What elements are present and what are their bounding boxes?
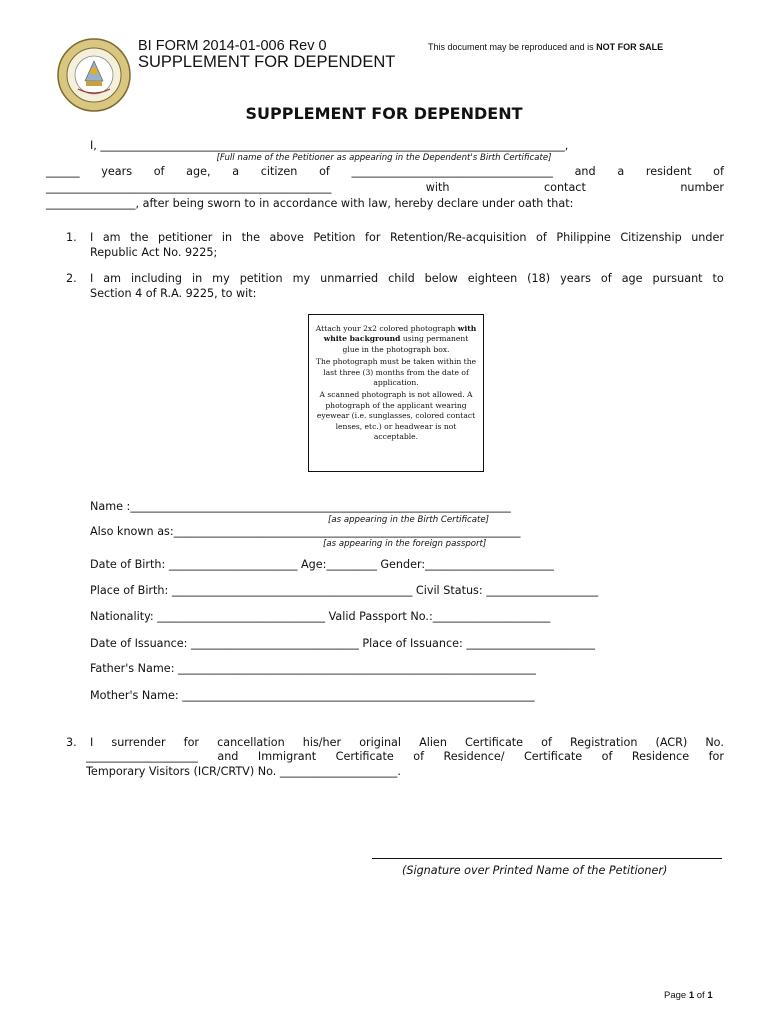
item-2-number: 2.	[66, 272, 77, 285]
photo-attachment-box[interactable]	[308, 314, 484, 472]
father-name-field[interactable]: Father's Name: ________________________________________________________________	[90, 662, 537, 675]
age-citizen-line: ______ years of age, a citizen of ____________________________________ and a resident of	[46, 165, 724, 178]
oath-line: ________________, after being sworn to in accordance with law, hereby declare under oath that:	[46, 197, 574, 210]
item-3-line-2: ____________________ and Immigrant Certificate of Residence/ Certificate of Residence for	[86, 750, 724, 763]
not-for-sale-text: NOT FOR SALE	[596, 42, 664, 52]
page-number: Page 1 of 1	[664, 990, 713, 1001]
item-1-number: 1.	[66, 231, 77, 244]
item-2-line-2: Section 4 of R.A. 9225, to wit:	[90, 287, 257, 300]
pob-civil-status-row[interactable]: Place of Birth: ___________________________________________ Civil Status: ____________________	[90, 584, 599, 597]
photo-instructions-2: The photograph must be taken within the last three (3) months from the date of application.	[315, 357, 477, 388]
name-field-hint: [as appearing in the Birth Certificate]	[328, 515, 490, 525]
mother-name-field[interactable]: Mother's Name: _______________________________________________________________	[90, 689, 535, 702]
form-subtitle: SUPPLEMENT FOR DEPENDENT	[138, 53, 396, 71]
dob-age-gender-row[interactable]: Date of Birth: _______________________ Age:_________ Gender:_______________________	[90, 558, 554, 571]
issuance-row[interactable]: Date of Issuance: ______________________________ Place of Issuance: _______________________	[90, 637, 596, 650]
signature-line[interactable]	[372, 858, 722, 859]
aka-field-hint: [as appearing in the foreign passport]	[323, 539, 487, 549]
name-field[interactable]: Name :____________________________________________________________________	[90, 500, 511, 513]
form-number: BI FORM 2014-01-006 Rev 0	[138, 38, 327, 54]
reproduction-notice: This document may be reproduced and is NOT FOR SALE	[428, 42, 664, 52]
item-3-number: 3.	[66, 736, 77, 749]
nationality-passport-row[interactable]: Nationality: ______________________________ Valid Passport No.:_____________________	[90, 610, 551, 623]
item-3-line: I surrender for cancellation his/her original Alien Certificate of Registration (ACR) No.	[90, 736, 724, 749]
signature-label: (Signature over Printed Name of the Petitioner)	[402, 864, 668, 877]
photo-instructions-1: Attach your 2x2 colored photograph with white background using permanent glue in the photograph box.	[315, 324, 477, 354]
item-2-line: I am including in my petition my unmarried child below eighteen (18) years of age pursuant to	[90, 272, 724, 285]
photo-instructions-3: A scanned photograph is not allowed. A photograph of the applicant wearing eyewear (i.e. sunglasses, colored contact lenses, etc.) or headwear is not acceptable.	[316, 390, 476, 442]
petitioner-name-line: I, ___________________________________________________________________________________,	[90, 139, 569, 152]
item-1-line: I am the petitioner in the above Petition for Retention/Re-acquisition of Philippine Citizenship under	[90, 231, 724, 244]
residence-line: ___________________________________________________ with contact number	[46, 181, 724, 194]
bureau-seal-logo	[56, 37, 132, 113]
page-title: SUPPLEMENT FOR DEPENDENT	[245, 104, 523, 123]
petitioner-name-hint: [Full name of the Petitioner as appearing in the Dependent's Birth Certificate]	[216, 153, 552, 163]
item-1-line-2: Republic Act No. 9225;	[90, 246, 218, 259]
aka-field[interactable]: Also known as:______________________________________________________________	[90, 525, 521, 538]
item-3-line-3: Temporary Visitors (ICR/CRTV) No. _____________________.	[86, 765, 401, 778]
